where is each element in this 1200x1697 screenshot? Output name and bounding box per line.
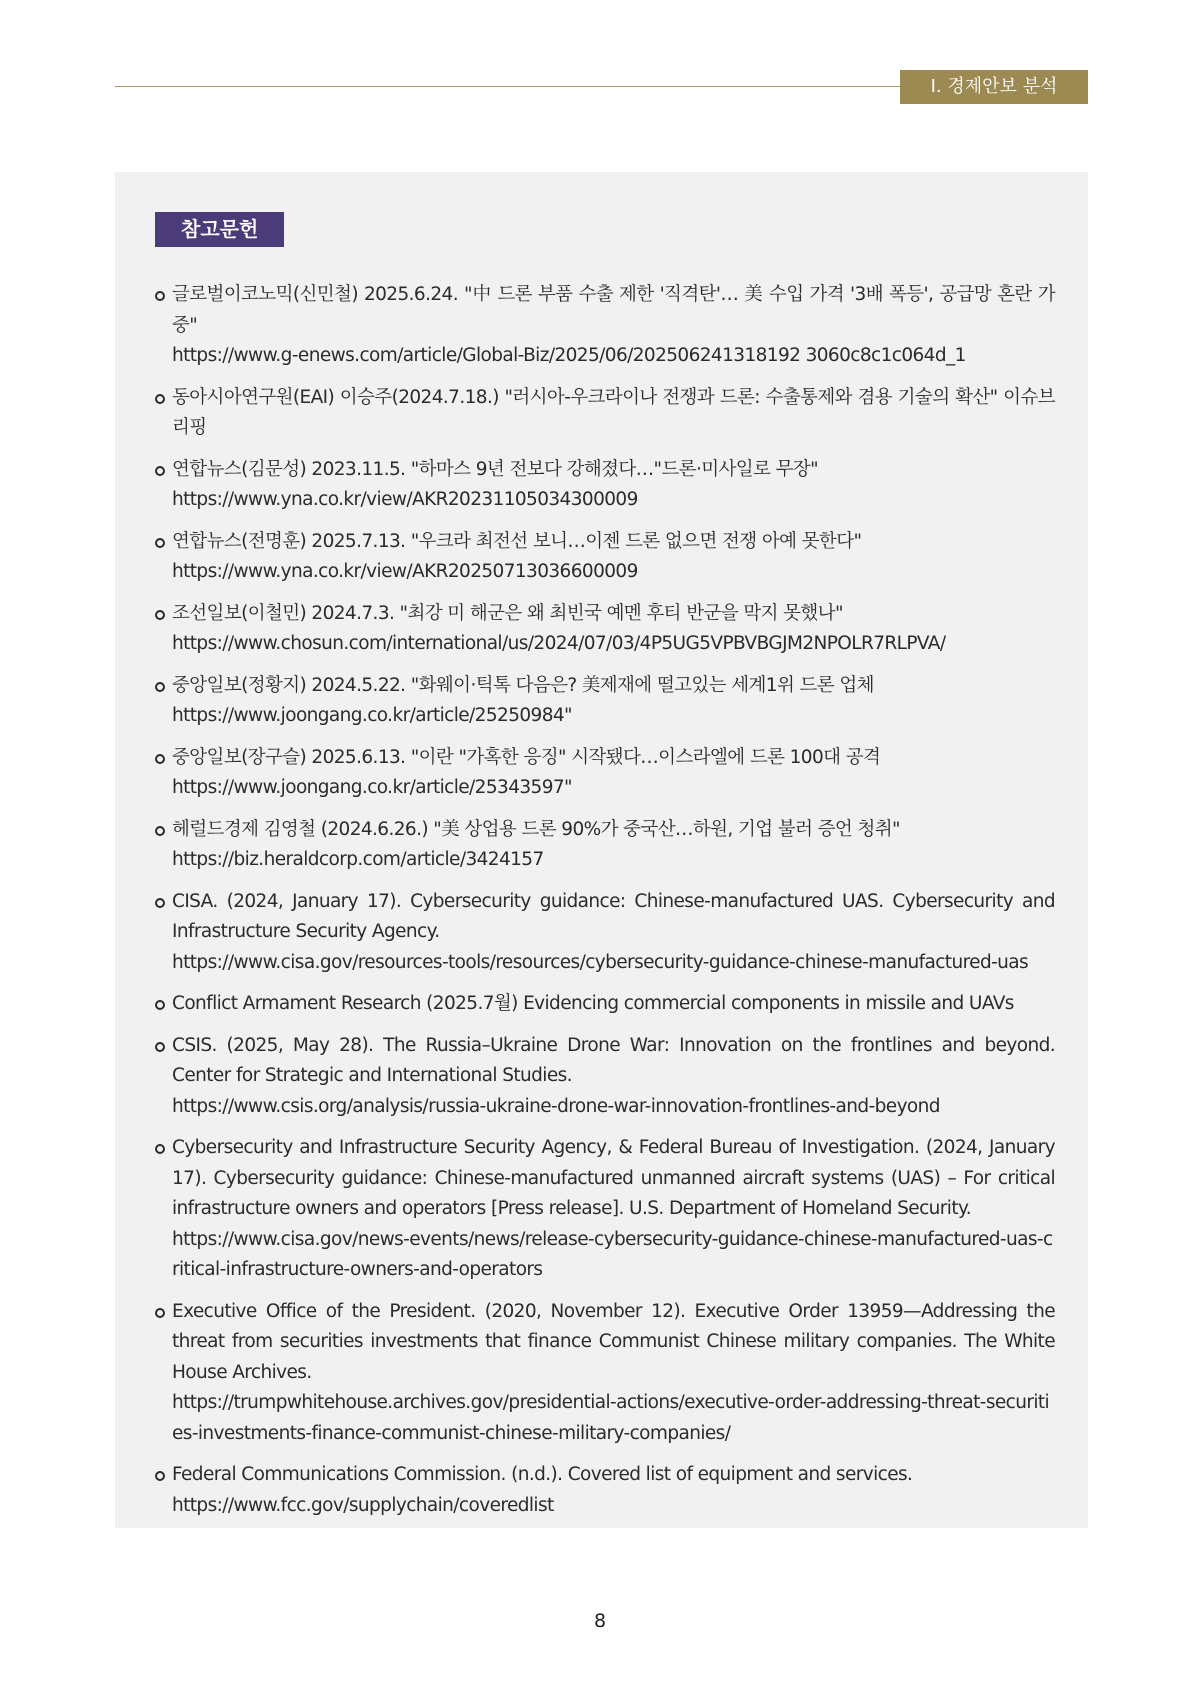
- reference-item: [155, 1031, 1055, 1123]
- reference-citation: CSIS. (2025, May 28). The Russia–Ukraine Drone War: Innovation on the frontlines and beyond. Center for Strategic and International Studies.: [172, 1034, 1055, 1086]
- reference-item: [155, 1297, 1055, 1450]
- reference-url: https://www.cisa.gov/news-events/news/release-cybersecurity-guidance-chinese-manufactured-uas-critical-infrastructure-owners-and-operators: [172, 1228, 1053, 1280]
- reference-citation: Federal Communications Commission. (n.d.). Covered list of equipment and services.: [172, 1464, 913, 1485]
- circle-bullet-icon: [155, 826, 165, 836]
- reference-list: [155, 280, 1055, 1532]
- references-panel: [115, 172, 1088, 1528]
- reference-citation: Conflict Armament Research (2025.7월) Evidencing commercial components in missile and UAVs: [172, 993, 1014, 1014]
- header-divider: [115, 86, 900, 87]
- reference-url: https://www.yna.co.kr/view/AKR20250713036600009: [172, 561, 638, 582]
- reference-citation: 연합뉴스(김문성) 2023.11.5. "하마스 9년 전보다 강해졌다…"드론·미사일로 무장": [172, 458, 819, 480]
- reference-url: https://www.cisa.gov/resources-tools/resources/cybersecurity-guidance-chinese-manufactured-uas: [172, 951, 1029, 973]
- circle-bullet-icon: [155, 291, 165, 301]
- reference-item: [155, 1460, 1055, 1521]
- reference-citation: 연합뉴스(전명훈) 2025.7.13. "우크라 최전선 보니…이젠 드론 없으면 전쟁 아예 못한다": [172, 530, 862, 552]
- reference-citation: CISA. (2024, January 17). Cybersecurity guidance: Chinese-manufactured UAS. Cybersecurity and Infrastructure Security Agency.: [172, 890, 1055, 942]
- reference-url: https://www.joongang.co.kr/article/25250984": [172, 705, 572, 726]
- reference-citation: Cybersecurity and Infrastructure Security Agency, & Federal Bureau of Investigation. (2024, January 17). Cybersecurity guidance: Chinese-manufactured unmanned aircraft systems (UAS) – For critical infrastructure owners and operators [Press release]. U.S. Department of Homeland Security.: [172, 1137, 1055, 1219]
- reference-item: [155, 743, 1055, 804]
- reference-citation: 동아시아연구원(EAI) 이승주(2024.7.18.) "러시아-우크라이나 전쟁과 드론: 수출통제와 겸용 기술의 확산" 이슈브리핑: [172, 386, 1055, 438]
- circle-bullet-icon: [155, 466, 165, 476]
- reference-citation: Executive Office of the President. (2020, November 12). Executive Order 13959—Addressing the threat from securities investments that finance Communist Chinese military companies. The White House Archives.: [172, 1300, 1055, 1383]
- circle-bullet-icon: [155, 682, 165, 692]
- section-label: Ⅰ. 경제안보 분석: [900, 70, 1088, 104]
- reference-item: [155, 383, 1055, 444]
- reference-item: [155, 671, 1055, 732]
- circle-bullet-icon: [155, 898, 165, 908]
- circle-bullet-icon: [155, 538, 165, 548]
- reference-item: [155, 887, 1055, 979]
- page-number: 8: [593, 1610, 607, 1632]
- circle-bullet-icon: [155, 394, 165, 404]
- reference-citation: 글로벌이코노믹(신민철) 2025.6.24. "中 드론 부품 수출 제한 '직격탄'… 美 수입 가격 '3배 폭등', 공급망 혼란 가중": [172, 284, 1055, 336]
- reference-citation: 중앙일보(장구슬) 2025.6.13. "이란 "가혹한 응징" 시작됐다…이스라엘에 드론 100대 공격: [172, 746, 881, 768]
- reference-item: [155, 599, 1055, 660]
- reference-url: https://www.g-enews.com/article/Global-Biz/2025/06/202506241318192 3060c8c1c064d_1: [172, 345, 966, 366]
- circle-bullet-icon: [155, 1308, 165, 1318]
- reference-item: [155, 1133, 1055, 1286]
- circle-bullet-icon: [155, 1144, 165, 1154]
- circle-bullet-icon: [155, 754, 165, 764]
- reference-item: [155, 527, 1055, 588]
- reference-item: [155, 280, 1055, 372]
- references-title: 참고문헌: [155, 212, 284, 247]
- reference-item: [155, 989, 1055, 1020]
- reference-citation: 중앙일보(정황지) 2024.5.22. "화웨이·틱톡 다음은? 美제재에 떨고있는 세계1위 드론 업체: [172, 674, 874, 696]
- reference-url: https://www.csis.org/analysis/russia-ukraine-drone-war-innovation-frontlines-and-beyond: [172, 1095, 940, 1117]
- reference-citation: 헤럴드경제 김영철 (2024.6.26.) "美 상업용 드론 90%가 중국산…하원, 기업 불러 증언 청취": [172, 818, 900, 840]
- reference-url: https://www.yna.co.kr/view/AKR20231105034300009: [172, 489, 638, 510]
- reference-item: [155, 815, 1055, 876]
- reference-url: https://www.chosun.com/international/us/2024/07/03/4P5UG5VPBVBGJM2NPOLR7RLPVA/: [172, 633, 946, 654]
- reference-citation: 조선일보(이철민) 2024.7.3. "최강 미 해군은 왜 최빈국 예멘 후티 반군을 막지 못했나": [172, 602, 843, 624]
- circle-bullet-icon: [155, 1000, 165, 1010]
- circle-bullet-icon: [155, 1042, 165, 1052]
- reference-url: https://biz.heraldcorp.com/article/3424157: [172, 849, 544, 870]
- circle-bullet-icon: [155, 610, 165, 620]
- reference-url: https://www.joongang.co.kr/article/25343597": [172, 777, 572, 798]
- reference-item: [155, 455, 1055, 516]
- reference-url: https://trumpwhitehouse.archives.gov/presidential-actions/executive-order-addressing-threat-securities-investments-finance-communist-chinese-military-companies/: [172, 1392, 1050, 1444]
- reference-url: https://www.fcc.gov/supplychain/coveredlist: [172, 1494, 554, 1516]
- circle-bullet-icon: [155, 1471, 165, 1481]
